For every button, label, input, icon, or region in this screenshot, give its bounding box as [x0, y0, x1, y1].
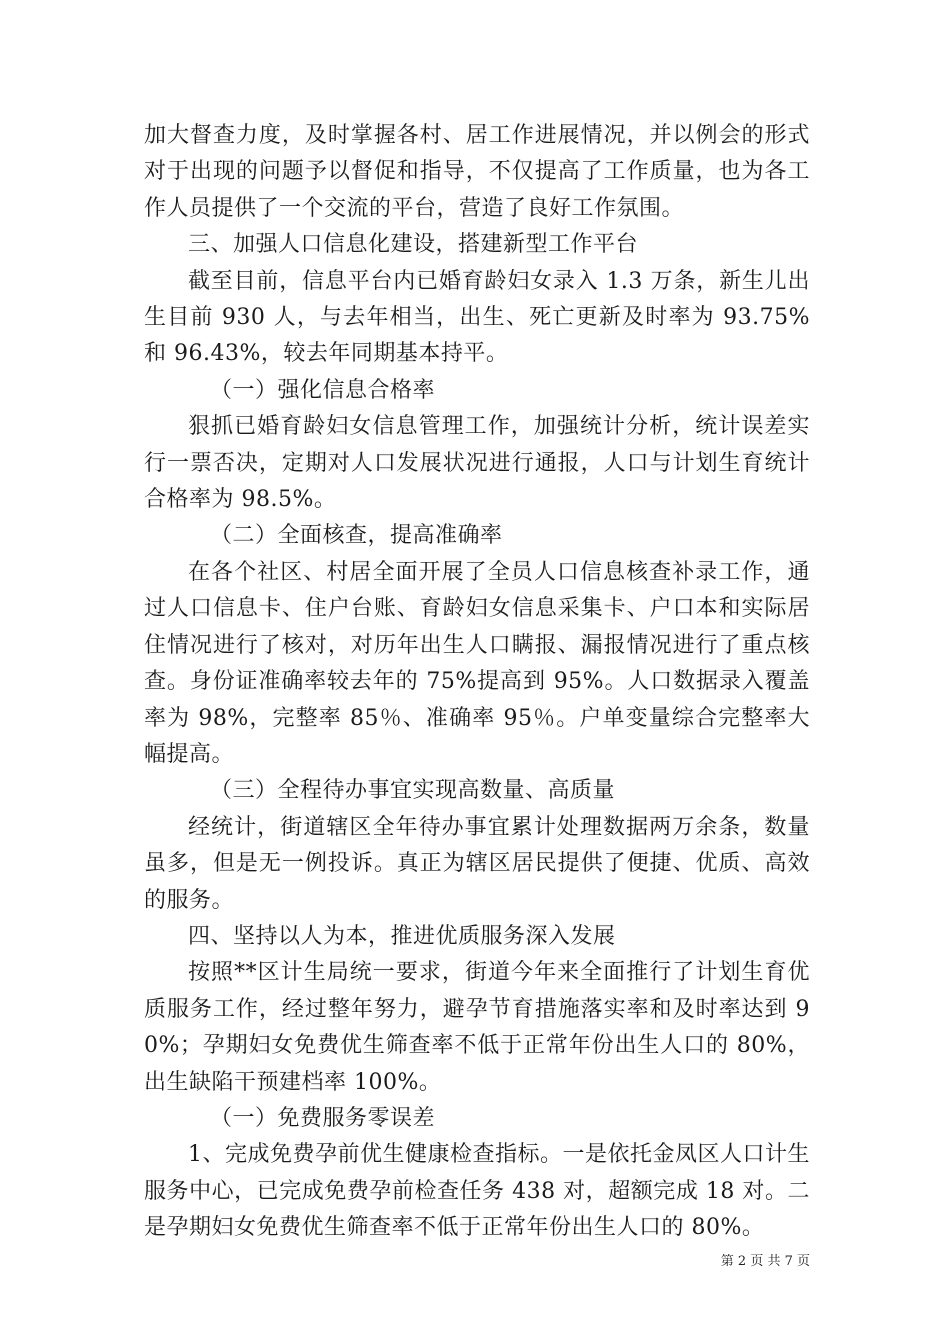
- paragraph-info-quality: 狠抓已婚育龄妇女信息管理工作，加强统计分析，统计误差实行一票否决，定期对人口发展状况进行通报，人口与计划生育统计合格率为 98.5%。: [144, 414, 810, 513]
- paragraph-pending-tasks: 经统计，街道辖区全年待办事宜累计处理数据两万余条，数量虽多，但是无一例投诉。真正为辖区居民提供了便捷、优质、高效的服务。: [144, 814, 810, 913]
- paragraph-verification: 在各个社区、村居全面开展了全员人口信息核查补录工作，通过人口信息卡、住户台账、育龄妇女信息采集卡、户口本和实际居住情况进行了核对，对历年出生人口瞒报、漏报情况进行了重点核查。身份证准确率较去年的 75%提高到 95%。人口数据录入覆盖率为 98%，完整率 85％、准确率 95％。户单变量综合完整率大幅提高。: [144, 559, 810, 767]
- paragraph-info-platform: 截至目前，信息平台内已婚育龄妇女录入 1.3 万条，新生儿出生目前 930 人，与去年相当，出生、死亡更新及时率为 93.75%和 96.43%，较去年同期基本持平。: [144, 268, 810, 367]
- paragraph-quality-service: 按照**区计生局统一要求，街道今年来全面推行了计划生育优质服务工作，经过整年努力，避孕节育措施落实率和及时率达到 90%；孕期妇女免费优生筛查率不低于正常年份出生人口的 80%，出生缺陷干预建档率 100%。: [144, 960, 810, 1095]
- paragraph-continuation: 加大督查力度，及时掌握各村、居工作进展情况，并以例会的形式对于出现的问题予以督促和指导，不仅提高了工作质量，也为各工作人员提供了一个交流的平台，营造了良好工作氛围。: [144, 123, 810, 221]
- paragraph-pregnancy-check: 1、完成免费孕前优生健康检查指标。一是依托金凤区人口计生服务中心，已完成免费孕前检查任务 438 对，超额完成 18 对。二是孕期妇女免费优生筛查率不低于正常年份出生人口的 80%。: [144, 1142, 810, 1241]
- subheading-1: （一）强化信息合格率: [210, 377, 436, 403]
- section-heading-3: 三、加强人口信息化建设，搭建新型工作平台: [188, 232, 639, 258]
- document-body: [144, 118, 810, 1247]
- page-number: 第 2 页 共 7 页: [720, 1254, 810, 1269]
- subheading-free-service: （一）免费服务零误差: [210, 1105, 436, 1131]
- subheading-3: （三）全程待办事宜实现高数量、高质量: [210, 778, 616, 804]
- section-heading-4: 四、坚持以人为本，推进优质服务深入发展: [188, 923, 616, 949]
- subheading-2: （二）全面核查，提高准确率: [210, 523, 503, 549]
